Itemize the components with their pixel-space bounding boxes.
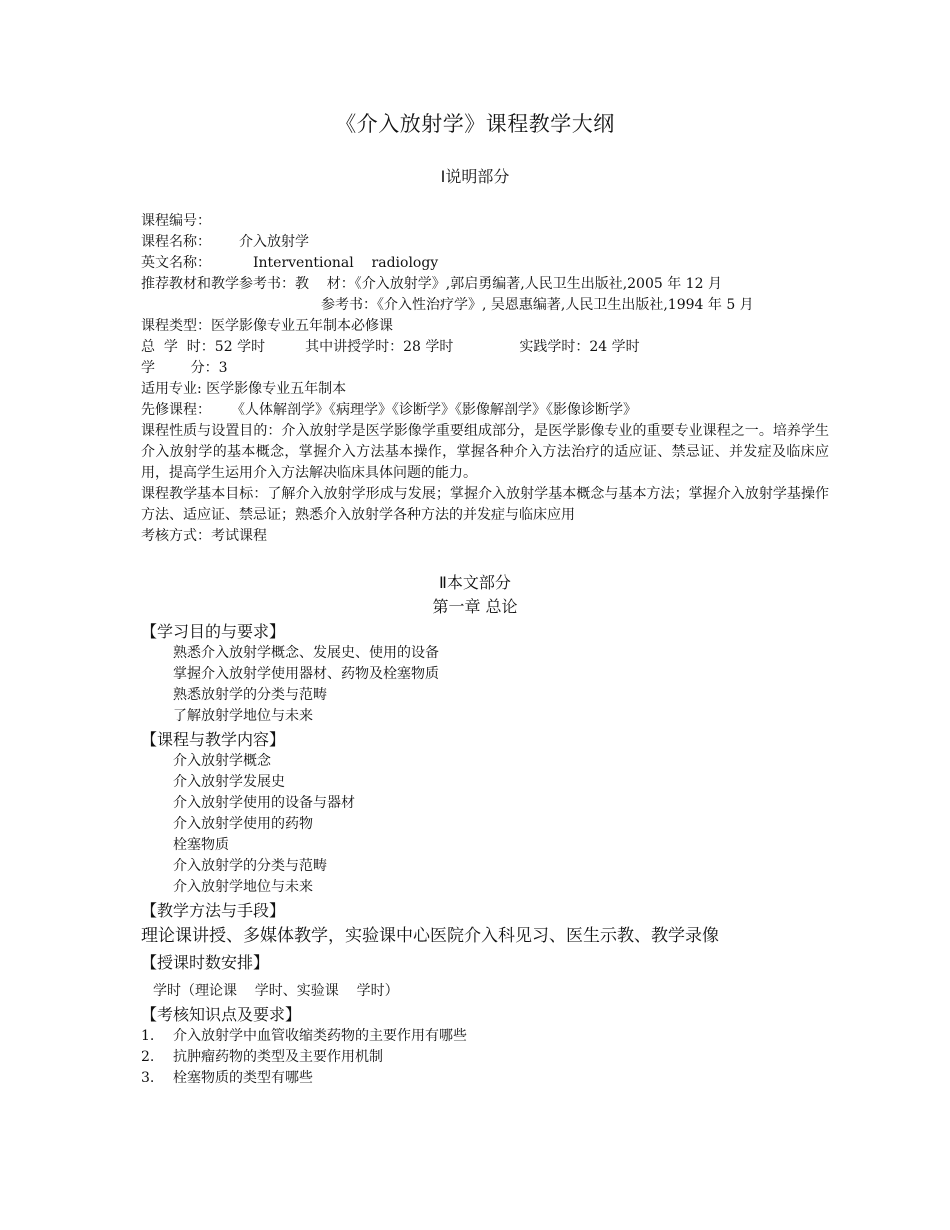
practice-hours: 实践学时：24 学时	[519, 339, 640, 355]
prereq-value: 《人体解剖学》《病理学》《诊断学》《影像解剖学》《影像诊断学》	[231, 402, 637, 418]
exam-heading: 【考核知识点及要求】	[141, 1005, 302, 1024]
exam-point-number: 2.	[141, 1049, 155, 1065]
course-info-block	[141, 211, 829, 547]
english-name-value: Interventional radiology	[253, 255, 439, 271]
course-code-label: 课程编号：	[141, 213, 211, 229]
textbook-value: 教 材：《介入放射学》,郭启勇编著,人民卫生出版社,2005 年 12 月	[295, 276, 722, 292]
course-name-line	[141, 232, 829, 253]
exam-point-number: 1.	[141, 1028, 155, 1044]
chapter-heading: 第一章 总论	[432, 597, 518, 616]
textbook-label: 推荐教材和教学参考书：	[141, 276, 295, 292]
hours-heading: 【授课时数安排】	[141, 953, 270, 972]
hours-text: 学时（理论课 学时、实验课 学时）	[153, 983, 399, 999]
total-hours: 总 学 时：52 学时	[141, 339, 266, 355]
course-name-value: 介入放射学	[239, 234, 309, 250]
nature-purpose-paragraph: 课程性质与设置目的：介入放射学是医学影像学重要组成部分，是医学影像专业的重要专业课程之一。培养学生介入放射学的基本概念，掌握介入方法基本操作，掌握各种介入方法治疗的适应证、禁忌证、并发症及临床应用，提高学生运用介入方法解决临床具体问题的能力。	[141, 423, 829, 481]
chapter1-body	[141, 621, 829, 1089]
prereq-label: 先修课程：	[141, 402, 211, 418]
exam-point	[141, 1068, 829, 1089]
course-type-line: 课程类型：医学影像专业五年制本必修课	[141, 318, 393, 334]
content-item: 介入放射学概念	[173, 753, 271, 769]
objective-item: 熟悉放射学的分类与范畴	[173, 687, 327, 703]
exam-point-number: 3.	[141, 1070, 155, 1086]
exam-point-text: 栓塞物质的类型有哪些	[173, 1070, 313, 1086]
prereq-line	[141, 400, 829, 421]
exam-point	[141, 1047, 829, 1068]
reference-line	[141, 295, 829, 316]
major-line: 适用专业: 医学影像专业五年制本	[141, 381, 347, 397]
english-name-line	[141, 253, 829, 274]
exam-point-text: 介入放射学中血管收缩类药物的主要作用有哪些	[173, 1028, 467, 1044]
course-name-label: 课程名称：	[141, 234, 211, 250]
methods-text: 理论课讲授、多媒体教学，实验课中心医院介入科见习、医生示教、教学录像	[141, 926, 719, 946]
exam-point-text: 抗肿瘤药物的类型及主要作用机制	[173, 1049, 383, 1065]
content-heading: 【课程与教学内容】	[141, 730, 286, 749]
exam-point	[141, 1026, 829, 1047]
document-title: 《介入放射学》课程教学大纲	[335, 112, 615, 136]
basic-goal-paragraph: 课程教学基本目标：了解介入放射学形成与发展；掌握介入放射学基本概念与基本方法；掌握介入放射学基操作方法、适应证、禁忌证；熟悉介入放射学各种方法的并发症与临床应用	[141, 486, 829, 523]
english-name-label: 英文名称：	[141, 255, 211, 271]
credits-line: 学 分：3	[141, 360, 228, 376]
methods-heading: 【教学方法与手段】	[141, 901, 286, 920]
textbook-line	[141, 274, 829, 295]
content-item: 介入放射学地位与未来	[173, 879, 313, 895]
part2-heading: Ⅱ本文部分	[439, 573, 511, 592]
hours-line	[141, 337, 829, 358]
reference-value: 参考书：《介入性治疗学》, 吴恩惠编著,人民卫生出版社,1994 年 5 月	[321, 297, 754, 313]
objective-item: 了解放射学地位与未来	[173, 708, 313, 724]
lecture-hours: 其中讲授学时：28 学时	[305, 339, 454, 355]
course-code-line	[141, 211, 829, 232]
objective-item: 熟悉介入放射学概念、发展史、使用的设备	[173, 645, 439, 661]
part1-heading: Ⅰ说明部分	[440, 167, 510, 186]
content-item: 介入放射学的分类与范畴	[173, 858, 327, 874]
content-item: 介入放射学使用的药物	[173, 816, 313, 832]
assessment-line: 考核方式：考试课程	[141, 528, 267, 544]
content-item: 介入放射学使用的设备与器材	[173, 795, 355, 811]
content-item: 介入放射学发展史	[173, 774, 285, 790]
objective-item: 掌握介入放射学使用器材、药物及栓塞物质	[173, 666, 439, 682]
objectives-heading: 【学习目的与要求】	[141, 622, 286, 641]
content-item: 栓塞物质	[173, 837, 229, 853]
